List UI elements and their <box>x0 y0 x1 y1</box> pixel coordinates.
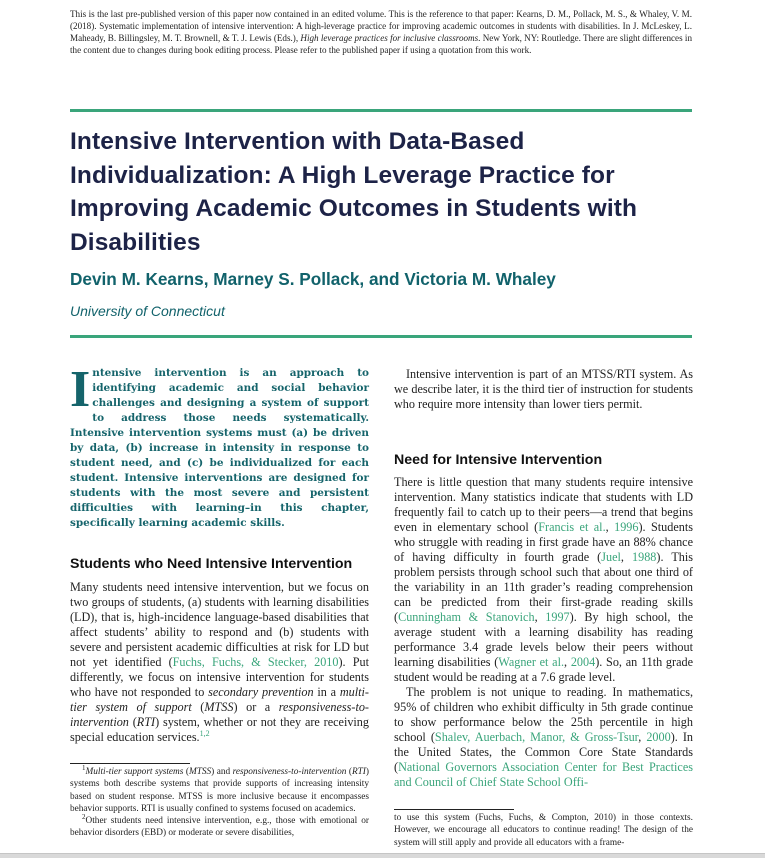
footnote-text: ) systems both describe systems that provide supports of increasing intensity based on student response. MTSS is more inclusive because it encompasses behavior supports. RTI is usually confined to systems focused on academics. <box>70 767 370 814</box>
footnote-marker[interactable]: 1,2 <box>199 728 210 738</box>
body-text: , <box>605 520 615 534</box>
emphasis: RTI <box>351 767 366 777</box>
citation-link[interactable]: 1997 <box>545 610 570 624</box>
footnote-text: ) and <box>211 767 233 777</box>
emphasis: responsiveness-to-intervention <box>232 767 347 777</box>
citation-link[interactable]: 1988 <box>632 550 657 564</box>
body-text: There is little question that many students require intensive intervention. Many statistics indicate that students with LD frequently fail to catch up to their peers—a trend that begins even in elementary school ( <box>394 475 693 534</box>
notice-text: This is the last pre-published version of this paper now contained in an edited volume. This is the reference to that paper: Kearns, D. M., Pollack, M. S., & Whaley, V. M. (2018). Systematic implementation of intensive intervention: A high-leverage practice for improving academic outcomes in students with disabilities. In J. McLeskey, L. Maheady, B. Billingsley, M. T. Brownell, & T. J. Lewis (Eds.), <box>70 9 692 44</box>
citation-link[interactable]: Wagner et al. <box>498 655 565 669</box>
body-text: ). Put differently, we focus on intensive intervention for students who have not responded to <box>70 655 369 699</box>
body-text: Many students need intensive intervention, but we focus on two groups of students, (a) students with learning disabilities (LD), that is, high-incidence language-based disabilities that affect students’ ability to respond and (b) students with severe and persistent academic difficulties at risk for LD but not yet identified ( <box>70 580 369 669</box>
footnote-text: Other students need intensive intervention, e.g., those with emotional or behavior disorders (EBD) or moderate or severe disabilities, <box>70 816 369 839</box>
paper-title: Intensive Intervention with Data-Based Individualization: A High Leverage Practice for Improving Academic Outcomes in Students with Disabilities <box>70 128 638 256</box>
footnote-2-continued: to use this system (Fuchs, Fuchs, & Compton, 2010) in those contexts. However, we encourage all educators to continue reading! The design of the system will still apply and provide all educators with a frame- <box>394 813 693 848</box>
citation-link[interactable]: Cunningham & Stanovich <box>398 610 535 624</box>
notice-text-end: . New York, NY: Routledge. There are slight differences in the content due to changes during book editing process. Please refer to the published paper if using a quotation from this work. <box>70 33 692 56</box>
body-text: , <box>564 655 571 669</box>
body-text: ). By high school, the average student with a learning disability has reading performance 3.4 grade levels below their peers without learning disabilities ( <box>394 610 693 669</box>
body-text: , <box>620 550 633 564</box>
body-text: ( <box>191 700 205 714</box>
authors: Devin M. Kearns, Marney S. Pollack, and Victoria M. Whaley <box>70 269 556 289</box>
body-text: ). So, an 11th grade student would be reading at a 7.6 grade level. <box>394 655 693 684</box>
footnotes-left <box>70 763 370 840</box>
left-body-paragraph <box>70 580 369 745</box>
paragraph-1 <box>394 475 693 685</box>
footnote-1 <box>70 763 370 815</box>
affiliation: University of Connecticut <box>70 303 225 319</box>
emphasis: Multi-tier support systems <box>85 767 184 777</box>
body-text: ) or a <box>233 700 279 714</box>
footnote-2 <box>70 815 369 840</box>
citation-link[interactable]: Francis et al. <box>538 520 606 534</box>
body-text: The problem is not unique to reading. In mathematics, 95% of children who exhibit difficulty in 5th grade continue to show performance below the 25th percentile in high school ( <box>394 685 693 744</box>
citation-link[interactable]: National Governors Association Center for Best Practices and Council of Chief State School Offi- <box>394 760 693 789</box>
footnote-text: ( <box>346 767 352 777</box>
abstract-text: ntensive intervention is an approach to identifying academic and social behavior challenges and designing a system of support to address those needs systematically. Intensive intervention systems must (a) be driven by data, (b) increase in intensity in response to student need, and (c) be individualized for each student. Intensive interventions are designed for students with the most severe and persistent difficulties with learning–in this chapter, specifically learning academic skills. <box>70 367 369 529</box>
body-text: ) system, whether or not they are receiving special education services. <box>70 715 369 744</box>
body-text: ). Students who struggle with reading in first grade have an 88% chance of having difficulty in fourth grade ( <box>394 520 694 564</box>
citation-link[interactable]: Juel <box>601 550 621 564</box>
title-bottom-rule <box>70 335 692 338</box>
citation-link[interactable]: 2000 <box>646 730 671 744</box>
paragraph-2 <box>394 685 693 790</box>
citation-link[interactable]: Fuchs, Fuchs, & Stecker, 2010 <box>172 655 339 669</box>
emphasis: RTI <box>136 715 156 729</box>
emphasis: MTSS <box>188 767 212 777</box>
citation-link[interactable]: 2004 <box>570 655 596 669</box>
body-text: Intensive intervention is part of an MTSS/RTI system. As we describe later, it is the third tier of instruction for students who require more intensity than lower tiers permit. <box>394 367 693 411</box>
section-heading-students-who-need: Students who Need Intensive Intervention <box>70 556 353 572</box>
footnote-number: 1 <box>82 763 86 772</box>
body-text: , <box>638 730 647 744</box>
footnote-number: 2 <box>82 813 86 822</box>
right-intro-paragraph <box>394 367 693 412</box>
citation-link[interactable]: Shalev, Auerbach, Manor, & Gross-Tsur <box>434 730 639 744</box>
notice-book-title: High leverage practices for inclusive classrooms <box>300 33 479 44</box>
body-text: ( <box>128 715 137 729</box>
section-heading-need-for-intervention: Need for Intensive Intervention <box>394 452 603 468</box>
prepublication-notice <box>70 8 692 56</box>
footnote-rule-left <box>70 763 190 764</box>
emphasis: multi-tier system of support <box>70 685 369 714</box>
body-text: in a <box>313 685 340 699</box>
right-body <box>394 475 693 790</box>
viewer-bottom-edge <box>0 853 765 858</box>
emphasis: secondary prevention <box>208 685 314 699</box>
footnote-text: ( <box>183 767 189 777</box>
body-text: , <box>534 610 546 624</box>
title-top-rule <box>70 109 692 112</box>
emphasis: MTSS <box>204 700 234 714</box>
emphasis: responsiveness-to-intervention <box>70 700 369 729</box>
footnote-rule-right <box>394 809 514 810</box>
drop-cap: I <box>70 361 91 418</box>
body-text: ). This problem persists through school such that about one third of the variability in an 11th grader’s reading comprehension can be predicted from their first-grade reading skills ( <box>394 550 694 624</box>
body-text: ). In the United States, the Common Core State Standards ( <box>394 730 693 774</box>
citation-link[interactable]: 1996 <box>614 520 639 534</box>
abstract <box>70 361 369 531</box>
